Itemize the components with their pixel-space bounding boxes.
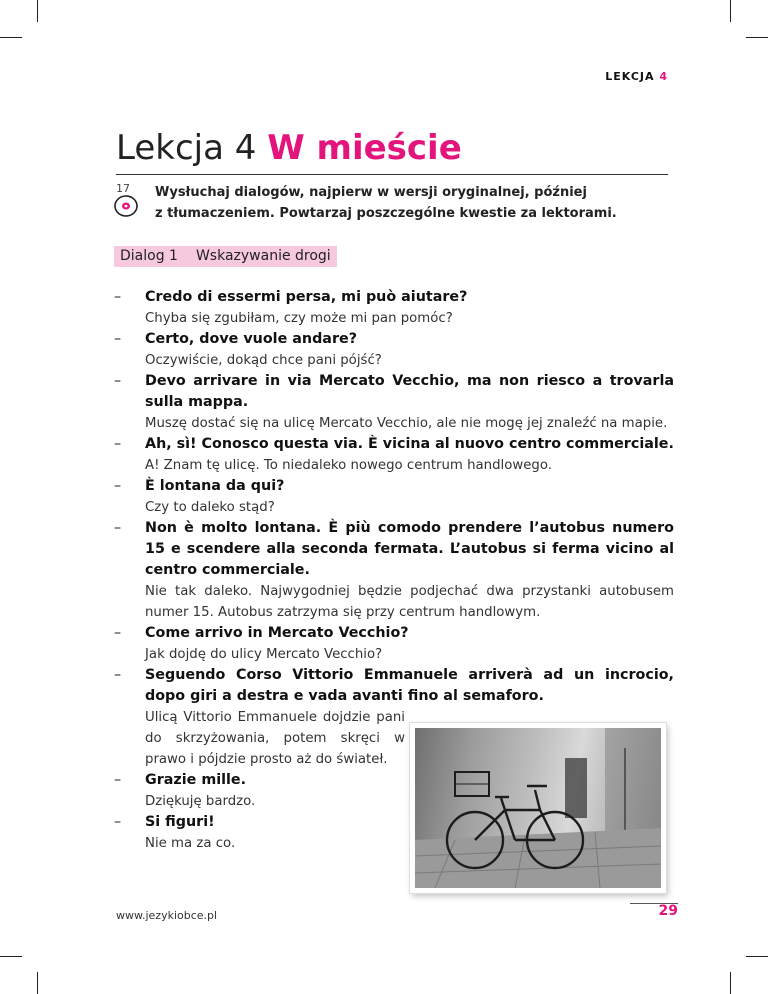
dialog-entry [114, 623, 674, 665]
italian-line: Seguendo Corso Vittorio Emmanuele arriverà ad un incrocio, dopo giri a destra e vada avanti fino al semaforo. [145, 667, 674, 704]
italian-line: Credo di essermi persa, mi può aiutare? [145, 289, 468, 305]
dash-marker: – [114, 436, 122, 452]
running-header [605, 70, 668, 83]
track-number: 17 [116, 182, 130, 195]
dialog-entry [114, 371, 674, 434]
crop-mark [746, 956, 768, 957]
polish-translation: A! Znam tę ulicę. To niedaleko nowego centrum handlowego. [145, 458, 553, 473]
dialog-entry [114, 287, 674, 329]
dash-marker: – [114, 331, 122, 347]
polish-translation: Ulicą Vittorio Emmanuele dojdzie pani do skrzyżowania, potem skręci w prawo i pójdzie prosto aż do świateł. [145, 710, 405, 767]
bicycle-photo [410, 723, 666, 893]
header-lesson-word: LEKCJA [605, 70, 655, 83]
header-lesson-number: 4 [659, 70, 668, 83]
polish-translation: Jak dojdę do ulicy Mercato Vecchio? [145, 647, 383, 662]
italian-line: Grazie mille. [145, 772, 247, 788]
polish-translation: Muszę dostać się na ulicę Mercato Vecchio, ale nie mogę jej znaleźć na mapie. [145, 416, 668, 431]
crop-mark [0, 956, 22, 957]
footer-url: www.jezykiobce.pl [116, 909, 218, 922]
instruction-line-2: z tłumaczeniem. Powtarzaj poszczególne kwestie za lektorami. [155, 206, 617, 221]
dialog-number: Dialog 1 [120, 248, 178, 264]
crop-mark [37, 0, 38, 22]
dash-marker: – [114, 814, 122, 830]
polish-translation: Nie ma za co. [145, 836, 236, 851]
crop-mark [746, 37, 768, 38]
dialog-entry [114, 329, 674, 371]
italian-line: Certo, dove vuole andare? [145, 331, 357, 347]
title-accent: W mieście [267, 128, 462, 168]
dialog-label [114, 246, 337, 267]
crop-mark [37, 972, 38, 994]
cd-icon [114, 194, 140, 218]
dash-marker: – [114, 520, 122, 536]
dash-marker: – [114, 478, 122, 494]
dialog-entry [114, 434, 674, 476]
dash-marker: – [114, 625, 122, 641]
crop-mark [0, 37, 22, 38]
italian-line: Come arrivo in Mercato Vecchio? [145, 625, 409, 641]
audio-track-icon [114, 182, 138, 215]
dash-marker: – [114, 772, 122, 788]
polish-translation: Nie tak daleko. Najwygodniej będzie podjechać dwa przystanki autobusem numer 15. Autobus zatrzyma się przy centrum handlowym. [145, 584, 674, 620]
dialog-entry [114, 518, 674, 623]
dash-marker: – [114, 667, 122, 683]
italian-line: Ah, sì! Conosco questa via. È vicina al nuovo centro commerciale. [145, 436, 674, 452]
title-prefix: Lekcja 4 [116, 128, 257, 168]
italian-line: Si figuri! [145, 814, 215, 830]
exercise-instruction [155, 182, 675, 224]
polish-translation: Chyba się zgubiłam, czy może mi pan pomóc? [145, 311, 453, 326]
instruction-line-1: Wysłuchaj dialogów, najpierw w wersji oryginalnej, później [155, 185, 587, 200]
dialog-entry [114, 476, 674, 518]
bicycle-illustration [415, 728, 661, 888]
page-number: 29 [658, 903, 678, 919]
italian-line: È lontana da qui? [145, 478, 285, 494]
polish-translation: Dziękuję bardzo. [145, 794, 256, 809]
dialog-topic: Wskazywanie drogi [195, 248, 331, 264]
crop-mark [730, 972, 731, 994]
title-divider [116, 174, 668, 175]
crop-mark [730, 0, 731, 22]
page-title [116, 128, 668, 168]
page-title-block [116, 128, 668, 175]
polish-translation: Oczywiście, dokąd chce pani pójść? [145, 353, 382, 368]
dash-marker: – [114, 289, 122, 305]
italian-line: Non è molto lontana. È più comodo prendere l’autobus numero 15 e scendere alla seconda fermata. L’autobus si ferma vicino al centro commerciale. [145, 520, 674, 578]
polish-translation: Czy to daleko stąd? [145, 500, 275, 515]
italian-line: Devo arrivare in via Mercato Vecchio, ma non riesco a trovarla sulla mappa. [145, 373, 674, 410]
dash-marker: – [114, 373, 122, 389]
